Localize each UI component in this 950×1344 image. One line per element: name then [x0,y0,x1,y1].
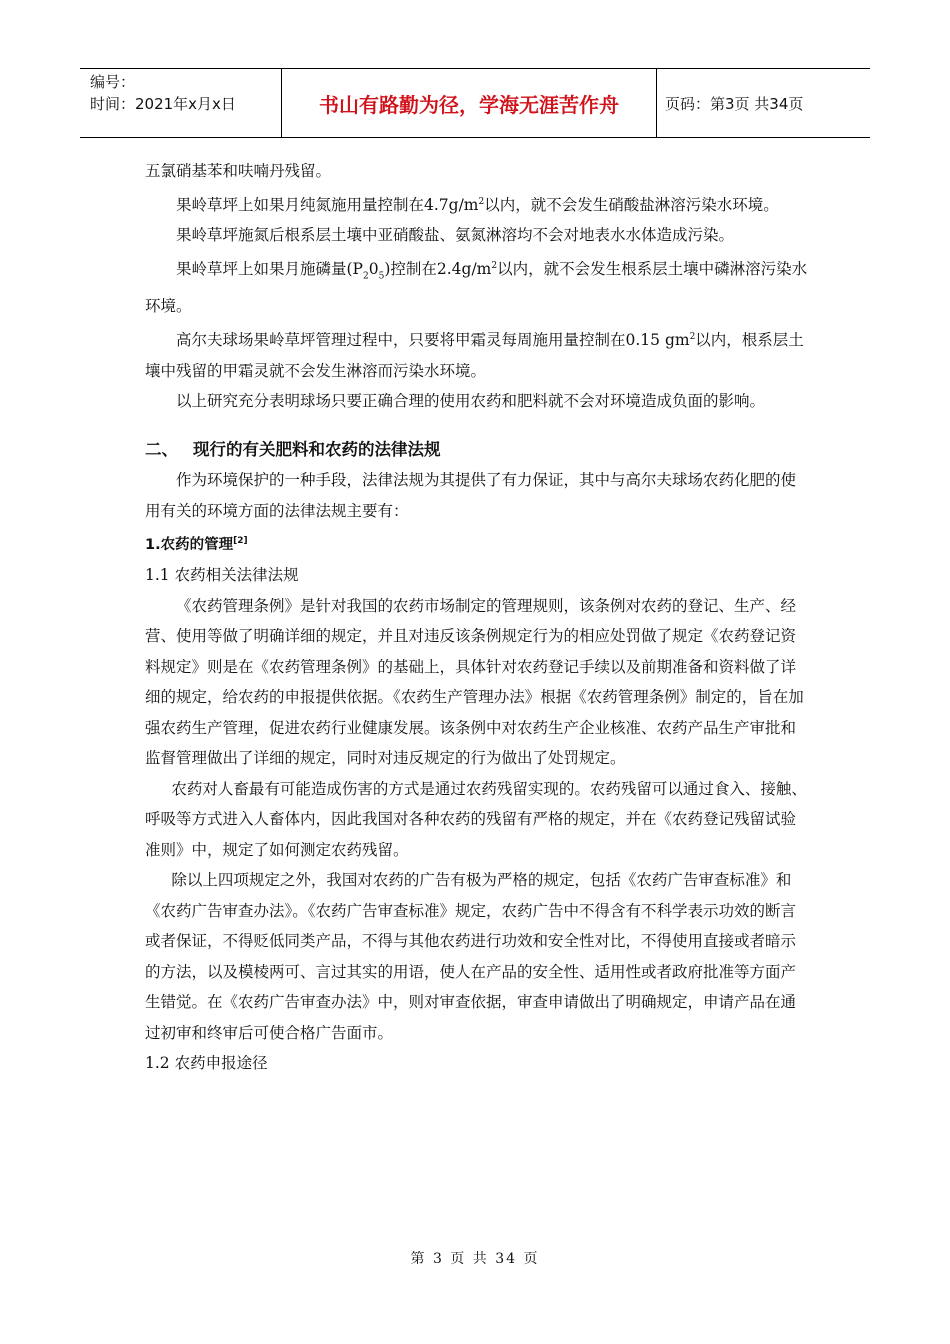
paragraph: 果岭草坪上如果月纯氮施用量控制在$4.7g/m^2$以内，就不会发生硝酸盐淋溶污染水环境。 [176,195,779,214]
subsection-heading: 1.农药的管理[2] [145,536,248,553]
paragraph: 作为环境保护的一种手段，法律法规为其提供了有力保证，其中与高尔夫球场农药化肥的使用有关的环境方面的法律法规主要有： [145,471,797,520]
paragraph: 果岭草坪上如果月施磷量$(P_20_5)$控制在$2.4g/m^2$以内，就不会发生根系层土壤中磷淋溶污染水环境。 [145,259,808,316]
subsection-title: 1.2 农药申报途径 [145,1054,268,1073]
page-info: 页码：第3页 共34页 [665,94,804,113]
paragraph: 果岭草坪施氮后根系层土壤中亚硝酸盐、氨氮淋溶均不会对地表水水体造成污染。 [176,226,735,245]
page-header [80,68,870,138]
motto: 书山有路勤为径，学海无涯苦作舟 [282,69,657,137]
number-label: 编号： [90,73,136,91]
paragraph: 以上研究充分表明球场只要正确合理的使用农药和肥料就不会对环境造成负面的影响。 [176,392,766,411]
section-heading: 二、 现行的有关肥料和农药的法律法规 [145,439,441,459]
paragraph: 《农药管理条例》是针对我国的农药市场制定的管理规则，该条例对农药的登记、生产、经营、使用等做了明确详细的规定，并且对违反该条例规定行为的相应处罚做了规定《农药登记资料规定》则是在《农药管理条例》的基础上，具体针对农药登记手续以及前期准备和资料做了详细的规定，给农药的申报提供依据。《农药生产管理办法》根据《农药管理条例》制定的，旨在加强农药生产管理，促进农药行业健康发展。该条例中对农药生产企业核准、农药产品生产审批和监督管理做出了详细的规定，同时对违反规定的行为做出了处罚规定。 [145,596,804,768]
date-label: 时间：2021年x月x日 [90,95,236,113]
page-footer: 第 3 页 共 34 页 [410,1251,540,1267]
paragraph: 五氯硝基苯和呋喃丹残留。 [145,162,332,180]
document-body [145,156,810,1079]
paragraph: 除以上四项规定之外，我国对农药的广告有极为严格的规定，包括《农药广告审查标准》和《农药广告审查办法》。《农药广告审查标准》规定，农药广告中不得含有不科学表示功效的断言或者保证，不得贬低同类产品，不得与其他农药进行功效和安全性对比，不得使用直接或者暗示的方法，以及模棱两可、言过其实的用语，使人在产品的安全性、适用性或者政府批准等方面产生错觉。在《农药广告审查办法》中，则对审查依据，审查申请做出了明确规定，申请产品在通过初审和终审后可使合格广告面市。 [145,871,797,1042]
paragraph: 农药对人畜最有可能造成伤害的方式是通过农药残留实现的。农药残留可以通过食入、接触、呼吸等方式进入人畜体内，因此我国对各种农药的残留有严格的规定，并在《农药登记残留试验准则》中，规定了如何测定农药残留。 [145,779,807,859]
header-meta [80,69,282,137]
subsection-title: 1.1 农药相关法律法规 [145,566,299,585]
paragraph: 高尔夫球场果岭草坪管理过程中，只要将甲霜灵每周施用量控制在0.15 $gm^2$以内，根系层土壤中残留的甲霜灵就不会发生淋溶而污染水环境。 [145,331,804,380]
